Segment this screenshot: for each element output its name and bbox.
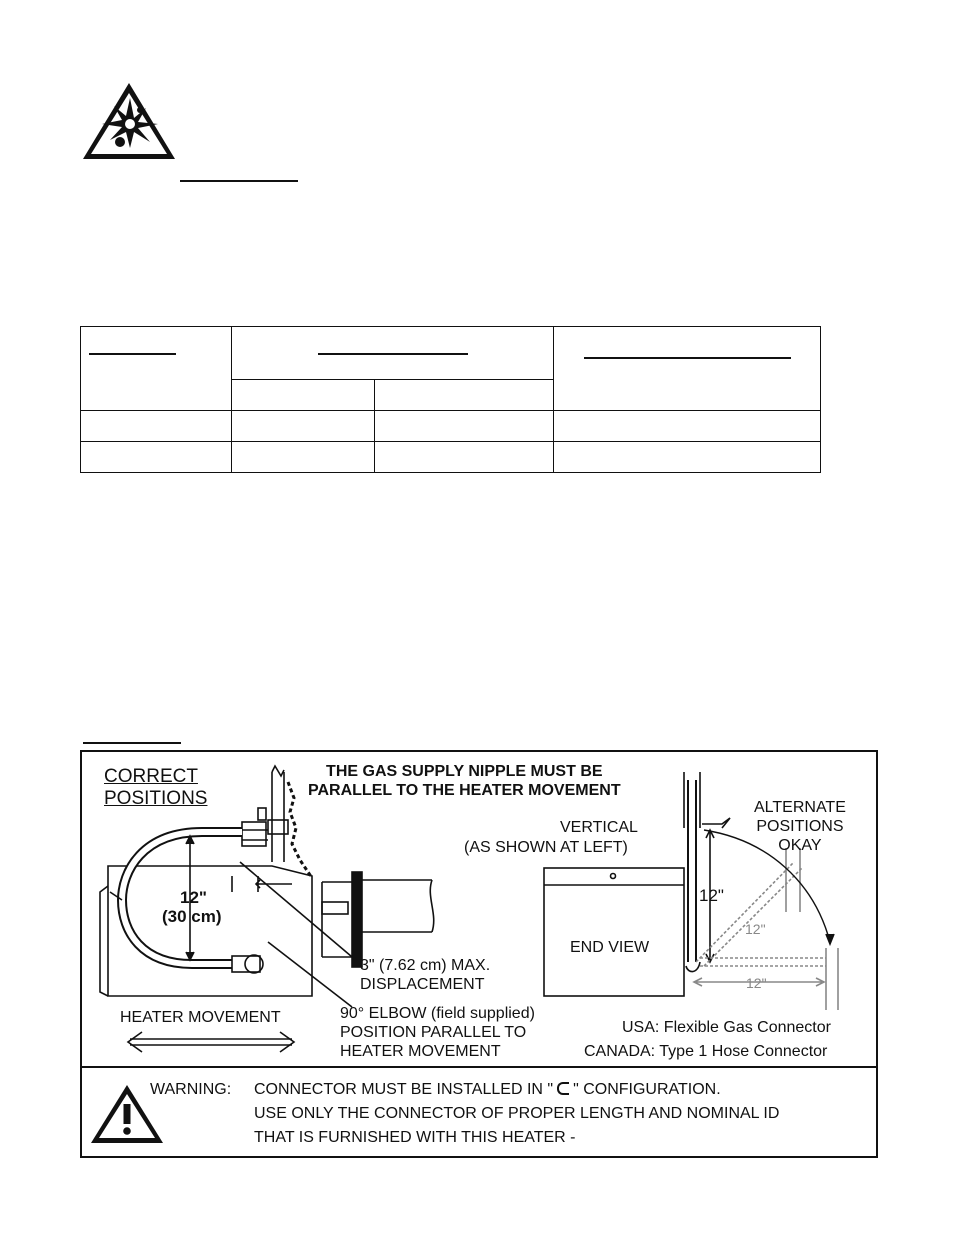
alternate-positions-label: ALTERNATE POSITIONS OKAY (754, 799, 846, 854)
vertical-label: VERTICAL (560, 819, 638, 836)
c-shape-icon (557, 1082, 569, 1095)
as-shown-label: (AS SHOWN AT LEFT) (464, 839, 628, 856)
figure-divider (82, 1066, 876, 1068)
dim-12in-label: 12" (180, 888, 207, 907)
table-header-cell (81, 327, 232, 411)
explosion-hazard-icon (80, 80, 178, 162)
displacement-label: 3" (7.62 cm) MAX. DISPLACEMENT (360, 957, 491, 993)
usa-connector-label: USA: Flexible Gas Connector (622, 1019, 831, 1036)
end-view-label: END VIEW (570, 939, 650, 956)
table-header-cell (232, 327, 554, 380)
label-plate (322, 902, 348, 914)
warning-line-2: USE ONLY THE CONNECTOR OF PROPER LENGTH AND NOMINAL ID (254, 1105, 780, 1122)
end-view-12-label: 12" (699, 886, 724, 905)
dim-30cm-label: (30 cm) (162, 907, 222, 926)
table-header-cell (554, 327, 821, 411)
correct-positions-label: CORRECT POSITIONS (104, 766, 208, 809)
figure-heading-underline (83, 742, 181, 744)
end-view-box (544, 868, 684, 996)
warning-label: WARNING: (150, 1081, 232, 1098)
elbow-note: 90° ELBOW (field supplied) POSITION PARALLEL TO HEATER MOVEMENT (340, 1005, 535, 1060)
spec-table (80, 326, 821, 473)
warning-line-1 (254, 1080, 721, 1099)
table-row (81, 442, 821, 473)
supply-nipple (272, 772, 284, 862)
mounting-plate (352, 872, 362, 967)
table-row (81, 411, 821, 442)
gas-connector-figure (80, 750, 878, 1158)
nipple-note: THE GAS SUPPLY NIPPLE MUST BE PARALLEL TO THE HEATER MOVEMENT (308, 763, 621, 799)
heater-movement-label: HEATER MOVEMENT (120, 1009, 281, 1026)
heater-body (108, 866, 312, 996)
warning-line-1-b: " CONFIGURATION. (573, 1081, 721, 1098)
table-subheader-cell (232, 380, 375, 411)
diag-12-label: 12" (745, 921, 766, 937)
table-subheader-cell (375, 380, 554, 411)
warning-line-3: THAT IS FURNISHED WITH THIS HEATER - (254, 1129, 576, 1146)
horiz-12-label: 12" (746, 975, 767, 991)
warning-line-1-a: CONNECTOR MUST BE INSTALLED IN " (254, 1081, 554, 1098)
section-heading-underline (180, 180, 298, 182)
canada-connector-label: CANADA: Type 1 Hose Connector (584, 1043, 828, 1060)
